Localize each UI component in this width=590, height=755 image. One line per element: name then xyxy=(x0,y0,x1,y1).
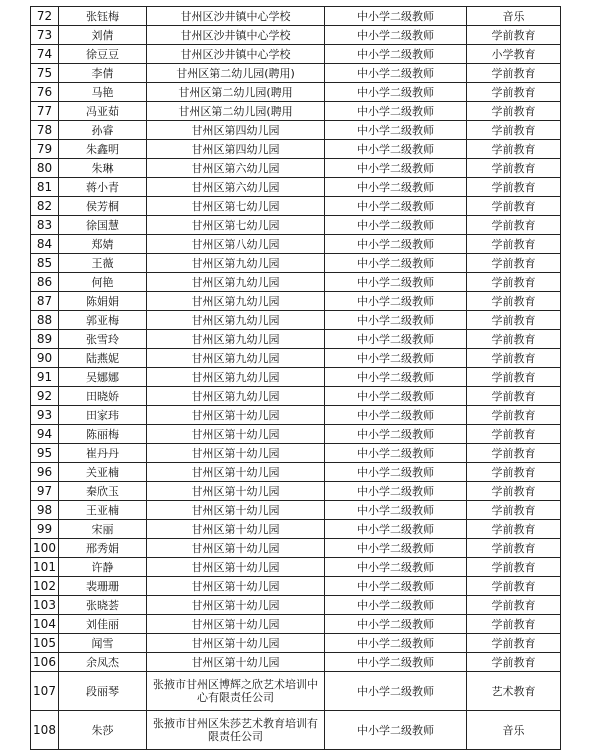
cell-teacher-name: 陈丽梅 xyxy=(59,425,147,444)
cell-school-name: 甘州区第十幼儿园 xyxy=(147,482,325,501)
cell-school-name: 张掖市甘州区博辉之欣艺术培训中心有限责任公司 xyxy=(147,672,325,711)
cell-title-level: 中小学二级教师 xyxy=(325,235,467,254)
cell-school-name: 甘州区第十幼儿园 xyxy=(147,596,325,615)
cell-row-number: 77 xyxy=(31,102,59,121)
cell-subject: 学前教育 xyxy=(467,64,561,83)
cell-school-name: 甘州区第十幼儿园 xyxy=(147,520,325,539)
cell-teacher-name: 刘佳丽 xyxy=(59,615,147,634)
cell-subject: 学前教育 xyxy=(467,349,561,368)
cell-row-number: 80 xyxy=(31,159,59,178)
cell-school-name: 甘州区沙井镇中心学校 xyxy=(147,45,325,64)
cell-school-name: 甘州区第九幼儿园 xyxy=(147,387,325,406)
table-row xyxy=(31,216,561,235)
table-row xyxy=(31,577,561,596)
table-row xyxy=(31,254,561,273)
table-row xyxy=(31,425,561,444)
cell-teacher-name: 蒋小青 xyxy=(59,178,147,197)
cell-subject: 学前教育 xyxy=(467,292,561,311)
cell-title-level: 中小学二级教师 xyxy=(325,520,467,539)
table-row xyxy=(31,558,561,577)
cell-teacher-name: 田家玮 xyxy=(59,406,147,425)
cell-school-name: 甘州区第九幼儿园 xyxy=(147,349,325,368)
cell-row-number: 101 xyxy=(31,558,59,577)
cell-school-name: 甘州区沙井镇中心学校 xyxy=(147,7,325,26)
cell-row-number: 81 xyxy=(31,178,59,197)
cell-title-level: 中小学二级教师 xyxy=(325,349,467,368)
cell-school-name: 甘州区第九幼儿园 xyxy=(147,273,325,292)
cell-teacher-name: 李倩 xyxy=(59,64,147,83)
cell-title-level: 中小学二级教师 xyxy=(325,539,467,558)
cell-row-number: 86 xyxy=(31,273,59,292)
cell-title-level: 中小学二级教师 xyxy=(325,330,467,349)
cell-row-number: 106 xyxy=(31,653,59,672)
cell-teacher-name: 冯亚茹 xyxy=(59,102,147,121)
cell-teacher-name: 段丽琴 xyxy=(59,672,147,711)
cell-subject: 学前教育 xyxy=(467,235,561,254)
cell-row-number: 85 xyxy=(31,254,59,273)
cell-subject: 学前教育 xyxy=(467,178,561,197)
cell-subject: 学前教育 xyxy=(467,482,561,501)
cell-subject: 学前教育 xyxy=(467,596,561,615)
cell-teacher-name: 闻雪 xyxy=(59,634,147,653)
cell-school-name: 甘州区第九幼儿园 xyxy=(147,368,325,387)
cell-school-name: 甘州区第二幼儿园(聘用) xyxy=(147,64,325,83)
cell-subject: 学前教育 xyxy=(467,83,561,102)
cell-teacher-name: 侯芳桐 xyxy=(59,197,147,216)
cell-row-number: 75 xyxy=(31,64,59,83)
table-row xyxy=(31,273,561,292)
table-row xyxy=(31,349,561,368)
cell-row-number: 73 xyxy=(31,26,59,45)
cell-teacher-name: 孙睿 xyxy=(59,121,147,140)
cell-teacher-name: 郭亚梅 xyxy=(59,311,147,330)
cell-title-level: 中小学二级教师 xyxy=(325,577,467,596)
cell-row-number: 83 xyxy=(31,216,59,235)
cell-school-name: 甘州区第九幼儿园 xyxy=(147,311,325,330)
cell-title-level: 中小学二级教师 xyxy=(325,425,467,444)
cell-row-number: 98 xyxy=(31,501,59,520)
table-row xyxy=(31,444,561,463)
cell-subject: 学前教育 xyxy=(467,539,561,558)
cell-teacher-name: 宋丽 xyxy=(59,520,147,539)
table-row xyxy=(31,501,561,520)
table-row xyxy=(31,482,561,501)
cell-row-number: 72 xyxy=(31,7,59,26)
cell-subject: 学前教育 xyxy=(467,26,561,45)
cell-row-number: 89 xyxy=(31,330,59,349)
cell-teacher-name: 崔丹丹 xyxy=(59,444,147,463)
cell-row-number: 91 xyxy=(31,368,59,387)
table-row xyxy=(31,26,561,45)
table-row xyxy=(31,102,561,121)
cell-title-level: 中小学二级教师 xyxy=(325,159,467,178)
cell-row-number: 88 xyxy=(31,311,59,330)
cell-row-number: 74 xyxy=(31,45,59,64)
cell-school-name: 甘州区第十幼儿园 xyxy=(147,463,325,482)
cell-teacher-name: 王亚楠 xyxy=(59,501,147,520)
cell-teacher-name: 张钰梅 xyxy=(59,7,147,26)
cell-title-level: 中小学二级教师 xyxy=(325,634,467,653)
cell-teacher-name: 关亚楠 xyxy=(59,463,147,482)
cell-subject: 学前教育 xyxy=(467,311,561,330)
cell-title-level: 中小学二级教师 xyxy=(325,672,467,711)
cell-subject: 音乐 xyxy=(467,711,561,750)
cell-teacher-name: 邢秀娟 xyxy=(59,539,147,558)
cell-subject: 学前教育 xyxy=(467,368,561,387)
table-row xyxy=(31,387,561,406)
cell-row-number: 107 xyxy=(31,672,59,711)
cell-title-level: 中小学二级教师 xyxy=(325,121,467,140)
table-row xyxy=(31,159,561,178)
cell-school-name: 甘州区第十幼儿园 xyxy=(147,539,325,558)
cell-title-level: 中小学二级教师 xyxy=(325,311,467,330)
cell-title-level: 中小学二级教师 xyxy=(325,254,467,273)
cell-school-name: 甘州区第十幼儿园 xyxy=(147,558,325,577)
cell-row-number: 103 xyxy=(31,596,59,615)
cell-teacher-name: 余凤杰 xyxy=(59,653,147,672)
table-row xyxy=(31,64,561,83)
table-row xyxy=(31,634,561,653)
table-row xyxy=(31,140,561,159)
cell-row-number: 96 xyxy=(31,463,59,482)
cell-subject: 学前教育 xyxy=(467,330,561,349)
cell-subject: 学前教育 xyxy=(467,273,561,292)
cell-row-number: 79 xyxy=(31,140,59,159)
cell-teacher-name: 朱琳 xyxy=(59,159,147,178)
cell-school-name: 甘州区第十幼儿园 xyxy=(147,634,325,653)
cell-title-level: 中小学二级教师 xyxy=(325,197,467,216)
cell-row-number: 90 xyxy=(31,349,59,368)
cell-title-level: 中小学二级教师 xyxy=(325,615,467,634)
cell-subject: 学前教育 xyxy=(467,653,561,672)
cell-title-level: 中小学二级教师 xyxy=(325,482,467,501)
cell-row-number: 92 xyxy=(31,387,59,406)
cell-school-name: 甘州区沙井镇中心学校 xyxy=(147,26,325,45)
cell-teacher-name: 陆燕妮 xyxy=(59,349,147,368)
cell-subject: 学前教育 xyxy=(467,577,561,596)
cell-row-number: 100 xyxy=(31,539,59,558)
table-row xyxy=(31,711,561,750)
cell-teacher-name: 郑婧 xyxy=(59,235,147,254)
cell-row-number: 78 xyxy=(31,121,59,140)
cell-school-name: 甘州区第七幼儿园 xyxy=(147,197,325,216)
table-row xyxy=(31,520,561,539)
cell-row-number: 94 xyxy=(31,425,59,444)
cell-row-number: 104 xyxy=(31,615,59,634)
cell-title-level: 中小学二级教师 xyxy=(325,444,467,463)
table-row xyxy=(31,121,561,140)
cell-title-level: 中小学二级教师 xyxy=(325,463,467,482)
cell-school-name: 甘州区第九幼儿园 xyxy=(147,330,325,349)
cell-row-number: 97 xyxy=(31,482,59,501)
cell-subject: 学前教育 xyxy=(467,121,561,140)
cell-school-name: 张掖市甘州区朱莎艺术教育培训有限责任公司 xyxy=(147,711,325,750)
table-row xyxy=(31,368,561,387)
teacher-list-table xyxy=(30,6,561,750)
cell-title-level: 中小学二级教师 xyxy=(325,83,467,102)
cell-teacher-name: 裴珊珊 xyxy=(59,577,147,596)
table-row xyxy=(31,406,561,425)
cell-title-level: 中小学二级教师 xyxy=(325,273,467,292)
cell-title-level: 中小学二级教师 xyxy=(325,292,467,311)
table-row xyxy=(31,178,561,197)
table-row xyxy=(31,45,561,64)
cell-school-name: 甘州区第十幼儿园 xyxy=(147,653,325,672)
cell-subject: 学前教育 xyxy=(467,501,561,520)
cell-teacher-name: 秦欣玉 xyxy=(59,482,147,501)
cell-title-level: 中小学二级教师 xyxy=(325,501,467,520)
cell-row-number: 95 xyxy=(31,444,59,463)
cell-row-number: 93 xyxy=(31,406,59,425)
cell-subject: 学前教育 xyxy=(467,615,561,634)
cell-subject: 学前教育 xyxy=(467,444,561,463)
cell-school-name: 甘州区第十幼儿园 xyxy=(147,501,325,520)
cell-subject: 学前教育 xyxy=(467,216,561,235)
cell-title-level: 中小学二级教师 xyxy=(325,140,467,159)
cell-school-name: 甘州区第六幼儿园 xyxy=(147,159,325,178)
table-body xyxy=(31,7,561,750)
cell-school-name: 甘州区第四幼儿园 xyxy=(147,140,325,159)
cell-school-name: 甘州区第十幼儿园 xyxy=(147,444,325,463)
cell-title-level: 中小学二级教师 xyxy=(325,406,467,425)
cell-teacher-name: 朱莎 xyxy=(59,711,147,750)
cell-school-name: 甘州区第十幼儿园 xyxy=(147,425,325,444)
cell-school-name: 甘州区第十幼儿园 xyxy=(147,615,325,634)
cell-teacher-name: 张雪玲 xyxy=(59,330,147,349)
cell-subject: 学前教育 xyxy=(467,463,561,482)
cell-title-level: 中小学二级教师 xyxy=(325,45,467,64)
cell-row-number: 84 xyxy=(31,235,59,254)
cell-subject: 学前教育 xyxy=(467,159,561,178)
cell-school-name: 甘州区第七幼儿园 xyxy=(147,216,325,235)
cell-school-name: 甘州区第十幼儿园 xyxy=(147,406,325,425)
cell-row-number: 87 xyxy=(31,292,59,311)
cell-title-level: 中小学二级教师 xyxy=(325,653,467,672)
table-row xyxy=(31,596,561,615)
cell-row-number: 102 xyxy=(31,577,59,596)
cell-teacher-name: 许静 xyxy=(59,558,147,577)
table-row xyxy=(31,330,561,349)
cell-teacher-name: 马艳 xyxy=(59,83,147,102)
cell-school-name: 甘州区第二幼儿园(聘用 xyxy=(147,83,325,102)
cell-title-level: 中小学二级教师 xyxy=(325,368,467,387)
cell-teacher-name: 田晓娇 xyxy=(59,387,147,406)
table-row xyxy=(31,311,561,330)
cell-subject: 学前教育 xyxy=(467,425,561,444)
cell-teacher-name: 刘倩 xyxy=(59,26,147,45)
cell-subject: 学前教育 xyxy=(467,197,561,216)
cell-title-level: 中小学二级教师 xyxy=(325,102,467,121)
table-row xyxy=(31,197,561,216)
cell-title-level: 中小学二级教师 xyxy=(325,178,467,197)
cell-subject: 学前教育 xyxy=(467,387,561,406)
cell-subject: 学前教育 xyxy=(467,254,561,273)
cell-subject: 学前教育 xyxy=(467,520,561,539)
table-row xyxy=(31,653,561,672)
cell-teacher-name: 朱鑫明 xyxy=(59,140,147,159)
table-row xyxy=(31,672,561,711)
cell-subject: 学前教育 xyxy=(467,140,561,159)
cell-title-level: 中小学二级教师 xyxy=(325,387,467,406)
cell-teacher-name: 何艳 xyxy=(59,273,147,292)
cell-row-number: 99 xyxy=(31,520,59,539)
cell-title-level: 中小学二级教师 xyxy=(325,558,467,577)
cell-school-name: 甘州区第二幼儿园(聘用 xyxy=(147,102,325,121)
cell-school-name: 甘州区第四幼儿园 xyxy=(147,121,325,140)
cell-teacher-name: 张晓荟 xyxy=(59,596,147,615)
cell-title-level: 中小学二级教师 xyxy=(325,7,467,26)
cell-teacher-name: 王薇 xyxy=(59,254,147,273)
cell-row-number: 108 xyxy=(31,711,59,750)
cell-school-name: 甘州区第九幼儿园 xyxy=(147,254,325,273)
cell-title-level: 中小学二级教师 xyxy=(325,64,467,83)
cell-subject: 小学教育 xyxy=(467,45,561,64)
cell-subject: 音乐 xyxy=(467,7,561,26)
table-row xyxy=(31,539,561,558)
cell-subject: 学前教育 xyxy=(467,634,561,653)
cell-subject: 学前教育 xyxy=(467,102,561,121)
cell-row-number: 82 xyxy=(31,197,59,216)
cell-school-name: 甘州区第八幼儿园 xyxy=(147,235,325,254)
cell-teacher-name: 徐国慧 xyxy=(59,216,147,235)
table-row xyxy=(31,615,561,634)
cell-teacher-name: 徐豆豆 xyxy=(59,45,147,64)
table-row xyxy=(31,7,561,26)
table-row xyxy=(31,292,561,311)
table-row xyxy=(31,235,561,254)
cell-subject: 学前教育 xyxy=(467,406,561,425)
cell-school-name: 甘州区第十幼儿园 xyxy=(147,577,325,596)
cell-title-level: 中小学二级教师 xyxy=(325,711,467,750)
cell-teacher-name: 吴娜娜 xyxy=(59,368,147,387)
cell-row-number: 105 xyxy=(31,634,59,653)
table-row xyxy=(31,463,561,482)
cell-teacher-name: 陈娟娟 xyxy=(59,292,147,311)
cell-subject: 学前教育 xyxy=(467,558,561,577)
cell-title-level: 中小学二级教师 xyxy=(325,596,467,615)
cell-title-level: 中小学二级教师 xyxy=(325,26,467,45)
cell-school-name: 甘州区第九幼儿园 xyxy=(147,292,325,311)
cell-title-level: 中小学二级教师 xyxy=(325,216,467,235)
table-row xyxy=(31,83,561,102)
cell-row-number: 76 xyxy=(31,83,59,102)
cell-school-name: 甘州区第六幼儿园 xyxy=(147,178,325,197)
cell-subject: 艺术教育 xyxy=(467,672,561,711)
